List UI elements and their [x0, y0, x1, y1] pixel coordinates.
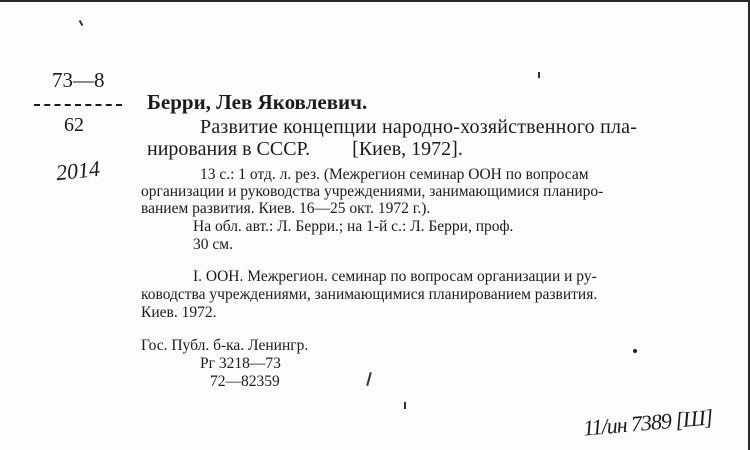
ink-speck: [79, 20, 84, 26]
tracing-note-line-3: Киев. 1972.: [141, 304, 217, 321]
classification-denominator: 62: [64, 114, 84, 136]
library-name: Гос. Публ. б-ка. Ленингр.: [141, 337, 309, 354]
description-line-1: 13 с.: 1 отд. л. рез. (Межрегион семинар ООН по вопросам: [200, 166, 589, 183]
ink-speck: [538, 72, 540, 78]
description-line-4: На обл. авт.: Л. Берри.; на 1-й с.: Л. Берри, проф.: [193, 218, 514, 235]
title-line-2-part-2: [Киев, 1972].: [352, 138, 463, 160]
title-line-2-part-1: нирования в СССР.: [147, 138, 311, 160]
ink-stroke: [366, 372, 372, 386]
author-heading: Берри, Лев Яковлевич.: [147, 90, 368, 114]
description-line-2: организации и руководства учреждениями, занимающимися планиро-: [141, 183, 604, 200]
library-accession-number: 72—82359: [210, 373, 280, 390]
classification-divider: [34, 104, 122, 106]
title-line-1: Развитие концепции народно-хозяйственного пла-: [200, 116, 638, 138]
handwritten-mark: 2014: [54, 155, 102, 186]
classification-numerator: 73—8: [52, 68, 105, 92]
bottom-handwritten-note: 11/ин 7389 [Ш]: [582, 404, 714, 441]
tracing-note-line-2: ководства учреждениями, занимающимися планированием развития.: [141, 286, 598, 303]
ink-speck: [404, 402, 406, 409]
library-shelf-code: Рг 3218—73: [200, 355, 281, 372]
card-top-edge: [0, 0, 750, 2]
description-line-3: ванием развития. Киев. 16—25 окт. 1972 г.).: [141, 200, 431, 217]
title-line-2: [147, 138, 463, 161]
description-line-5: 30 см.: [193, 236, 233, 253]
tracing-note-line-1: I. ООН. Межрегион. семинар по вопросам организации и ру-: [193, 268, 597, 285]
ink-dot: [633, 349, 637, 353]
